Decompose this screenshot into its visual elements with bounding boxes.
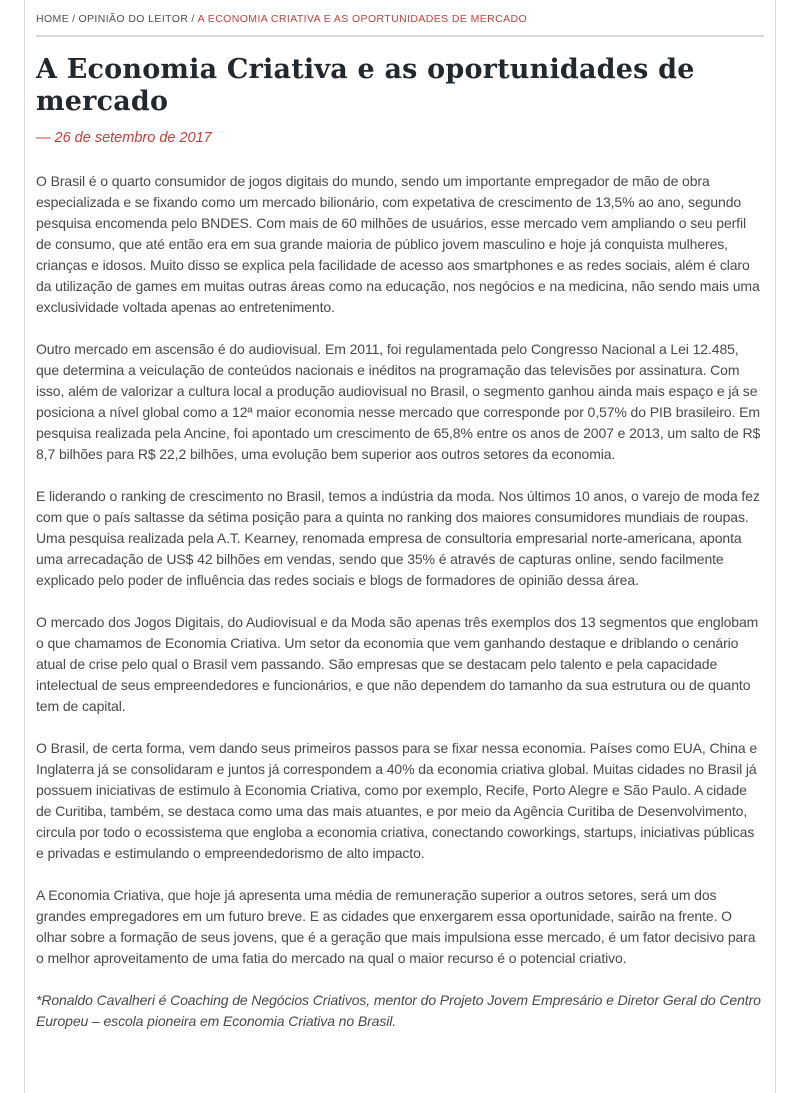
breadcrumb-link-home[interactable]: HOME bbox=[36, 13, 70, 25]
article-body bbox=[36, 171, 764, 1032]
breadcrumb-separator: / bbox=[72, 13, 76, 25]
header-divider bbox=[36, 35, 764, 37]
article-paragraph: O mercado dos Jogos Digitais, do Audiovisual e da Moda são apenas três exemplos dos 13 segmentos que englobam o que chamamos de Economia Criativa. Um setor da economia que vem ganhando destaque e driblando o cenário atual de crise pelo qual o Brasil vem passando. São empresas que se destacam pelo talento e pela capacidade intelectual de seus empreendedores e funcionários, e que não dependem do tamanho da sua estrutura ou de quanto tem de capital. bbox=[36, 614, 759, 714]
author-note: *Ronaldo Cavalheri é Coaching de Negócios Criativos, mentor do Projeto Jovem Empresário e Diretor Geral do Centro Europeu – escola pioneira em Economia Criativa no Brasil. bbox=[36, 992, 761, 1029]
breadcrumb-current-page: A ECONOMIA CRIATIVA E AS OPORTUNIDADES DE MERCADO bbox=[197, 13, 528, 25]
article-paragraph: O Brasil é o quarto consumidor de jogos digitais do mundo, sendo um importante empregador de mão de obra especializada e se fixando como um mercado bilionário, com expetativa de crescimento de 13,5% ao ano, segundo pesquisa encomenda pelo BNDES. Com mais de 60 milhões de usuários, esse mercado vem ampliando o seu perfil de consumo, que até então era em sua grande maioria de público jovem masculino e hoje já conquista mulheres, crianças e idosos. Muito disso se explica pela facilidade de acesso aos smartphones e as redes sociais, além é claro da utilização de games em muitas outras áreas como na educação, nos negócios e na medicina, não sendo mais uma exclusividade voltada apenas ao entretenimento. bbox=[36, 173, 760, 315]
breadcrumb-separator: / bbox=[191, 13, 195, 25]
page-title: A Economia Criativa e as oportunidades de mercado bbox=[36, 54, 695, 117]
article-paragraph: O Brasil, de certa forma, vem dando seus primeiros passos para se fixar nessa economia. Países como EUA, China e Inglaterra já se consolidaram e juntos já correspondem a 40% da economia criativa global. Muitas cidades no Brasil já possuem iniciativas de estimulo à Economia Criativa, como por exemplo, Recife, Porto Alegre e São Paulo. A cidade de Curitiba, também, se destaca como uma das mais atuantes, e por meio da Agência Curitiba de Desenvolvimento, circula por todo o ecossistema que engloba a economia criativa, conectando coworkings, startups, iniciativas públicas e privadas e estimulando o empreendedorismo de alto impacto. bbox=[36, 740, 758, 861]
breadcrumb-link-opiniao-do-leitor[interactable]: OPINIÃO DO LEITOR bbox=[78, 13, 189, 25]
article-paragraph: Outro mercado em ascensão é do audiovisual. Em 2011, foi regulamentada pelo Congresso Nacional a Lei 12.485, que determina a veiculação de conteúdos nacionais e inéditos na programação das televisões por assinatura. Com isso, além de valorizar a cultura local a produção audiovisual no Brasil, o segmento ganhou ainda mais espaço e já se posiciona a nível global como a 12ª maior economia nesse mercado que corresponde por 0,57% do PIB brasileiro. Em pesquisa realizada pela Ancine, foi apontado um crescimento de 65,8% entre os anos de 2007 e 2013, um salto de R$ 8,7 bilhões para R$ 22,2 bilhões, uma evolução bem superior aos outros setores da economia. bbox=[36, 341, 761, 462]
article-date: — 26 de setembro de 2017 bbox=[36, 130, 212, 146]
article-page-card bbox=[24, 0, 776, 1093]
breadcrumb bbox=[36, 12, 764, 26]
article-paragraph: E liderando o ranking de crescimento no Brasil, temos a indústria da moda. Nos últimos 10 anos, o varejo de moda fez com que o país saltasse da sétima posição para a quinta no ranking dos maiores consumidores mundiais de roupas. Uma pesquisa realizada pela A.T. Kearney, renomada empresa de consultoria empresarial norte-americana, aponta uma arrecadação de US$ 42 bilhões em vendas, sendo que 35% é através de capturas online, sendo facilmente explicado pelo poder de influência das redes sociais e blogs de formadores de opinião dessa área. bbox=[36, 488, 760, 588]
article-paragraph: A Economia Criativa, que hoje já apresenta uma média de remuneração superior a outros setores, será um dos grandes empregadores em um futuro breve. E as cidades que enxergarem essa oportunidade, sairão na frente. O olhar sobre a formação de seus jovens, que é a geração que mais impulsiona esse mercado, é um fator decisivo para o melhor aproveitamento de uma fatia do mercado na qual o maior recurso é o potencial criativo. bbox=[36, 887, 756, 966]
